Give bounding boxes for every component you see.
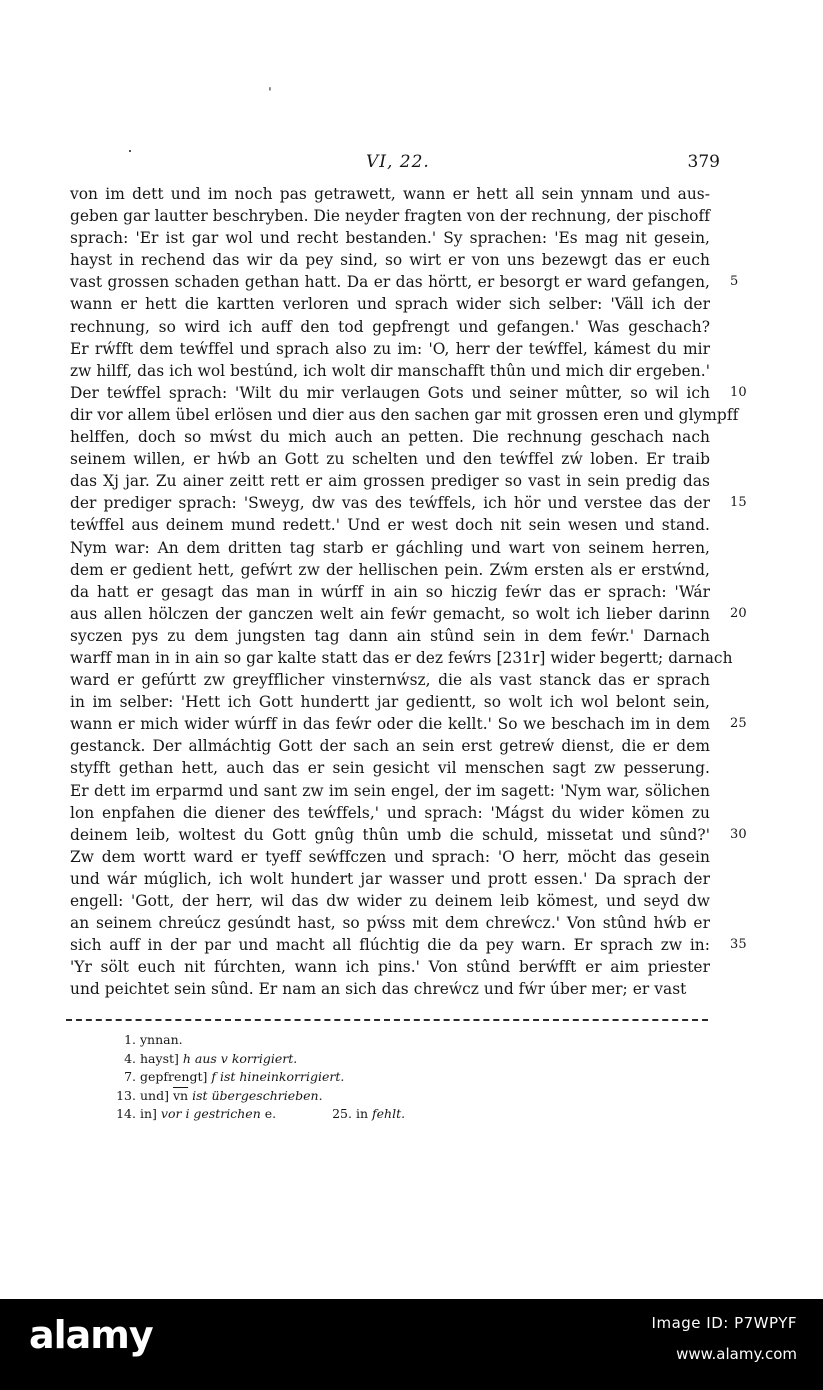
text-line	[70, 934, 747, 956]
text-line	[70, 824, 747, 846]
text-line-content: warff man in in ain so gar kalte statt das er dez feẃrs [231r] wider begertt; darnach	[70, 648, 733, 667]
text-line-content: geben gar lautter beschryben. Die neyder fragten von der rechnung, der pischoff	[70, 207, 710, 226]
text-line-content: zw hilff, das ich wol bestúnd, ich wolt dir manschafft thûn und mich dir ergeben.'	[70, 361, 710, 380]
line-number: 30	[730, 826, 747, 842]
line-number: 25	[730, 716, 747, 732]
text-line-content: vast grossen schaden gethan hatt. Da er das hörtt, er besorgt er ward gefangen,	[70, 273, 710, 292]
text-line	[70, 448, 710, 470]
text-line	[70, 338, 710, 360]
footnote-rule	[66, 1019, 708, 1021]
footnotes	[116, 1031, 405, 1124]
footnote-item: 1. ynnan.	[124, 1032, 183, 1047]
text-line-content: dir vor allem übel erlösen und dier aus den sachen gar mit grossen eren und glympff	[70, 405, 739, 424]
text-line-content: Nym war: An dem dritten tag starb er gáchling und wart von seinem herren,	[70, 538, 710, 557]
text-line	[70, 669, 710, 691]
text-line	[70, 978, 710, 1000]
text-line	[70, 713, 747, 735]
text-line	[70, 603, 747, 625]
text-line	[70, 846, 710, 868]
text-line	[70, 537, 710, 559]
line-number: 35	[730, 937, 747, 953]
text-line-content: wann er mich wider wúrff in das feẃr oder die kellt.' So we beschach im in dem	[70, 715, 710, 734]
text-line	[70, 382, 747, 404]
text-line-content: wann er hett die kartten verloren und sprach wider sich selber: 'Väll ich der	[70, 295, 710, 314]
text-line-content: dem er gedient hett, gefẃrt zw der hellischen pein. Zẃm ersten als er erstẃnd,	[70, 560, 710, 579]
text-line	[70, 890, 710, 912]
text-line	[70, 227, 710, 249]
footnote-item: 7. gepfrengt] f ist hineinkorrigiert.	[124, 1069, 345, 1085]
text-line	[70, 757, 710, 779]
text-line-content: gestanck. Der allmáchtig Gott der sach an sein erst getreẃ dienst, die er dem	[70, 737, 710, 756]
text-line	[70, 470, 710, 492]
text-line-content: da hatt er gesagt das man in wúrff in ain so hiczig feẃr das er sprach: 'Wár	[70, 582, 710, 601]
text-line	[70, 360, 710, 382]
margin-mark: ˈ	[268, 86, 272, 102]
text-line	[70, 581, 710, 603]
text-line-content: aus allen hölczen der ganczen welt ain feẃr gemacht, so wolt ich lieber darinn	[70, 604, 710, 623]
text-line	[70, 559, 710, 581]
text-line-content: seinem willen, er hẃb an Gott zu schelten und den teẃffel zẃ loben. Er traib	[70, 450, 710, 469]
footnote-item: 14. in] vor i gestrichen e. 25. in fehlt.	[116, 1106, 406, 1122]
footnote-item: 13. und] $\overline{vn}$ ist übergeschrieben.	[116, 1087, 323, 1103]
text-line	[70, 647, 733, 669]
text-line-content: syczen pys zu dem jungsten tag dann ain stûnd sein in dem feẃr.' Darnach	[70, 626, 710, 645]
text-line-content: lon enpfahen die diener des teẃffels,' und sprach: 'Mágst du wider kömen zu	[70, 803, 710, 822]
text-line-content: teẃffel aus deinem mund redett.' Und er west doch nit sein wesen und stand.	[70, 516, 710, 535]
text-line-content: das Xj jar. Zu ainer zeitt rett er aim grossen prediger so vast in sein predig das	[70, 472, 710, 491]
text-line	[70, 625, 710, 647]
body-text	[70, 183, 747, 1000]
text-line	[70, 404, 739, 426]
text-line-content: engell: 'Gott, der herr, wil das dw wider zu deinem leib kömest, und seyd dw	[70, 892, 710, 910]
text-line	[70, 956, 710, 978]
text-line-content: hayst in rechend das wir da pey sind, so wirt er von uns bezewgt das er euch	[70, 251, 710, 270]
text-line	[70, 293, 710, 315]
text-line-content: Er rẃfft dem teẃffel und sprach also zu im: 'O, herr der teẃffel, kámest du mir	[70, 339, 710, 358]
text-line	[70, 205, 710, 227]
text-line	[70, 780, 710, 802]
text-line-content: an seinem chreúcz gesúndt hast, so pẃss mit dem chreẃcz.' Von stûnd hẃb er	[70, 914, 710, 933]
running-head: VI, 22.	[366, 152, 430, 172]
text-line	[70, 249, 710, 271]
text-line-content: von im dett und im noch pas getrawett, wann er hett all sein ynnam und aus-	[70, 185, 710, 203]
site-url[interactable]: www.alamy.com	[676, 1345, 797, 1363]
text-line-content: und wár múglich, ich wolt hundert jar wasser und prott essen.' Da sprach der	[70, 869, 710, 888]
line-number: 15	[730, 495, 747, 511]
line-number: 5	[730, 274, 739, 290]
line-number: 20	[730, 605, 747, 621]
text-line	[70, 492, 747, 514]
text-line	[70, 912, 710, 934]
text-line-content: deinem leib, woltest du Gott gnûg thûn umb die schuld, missetat und sûnd?'	[70, 825, 710, 844]
text-line-content: Zw dem wortt ward er tyeff seẃffczen und sprach: 'O herr, möcht das gesein	[70, 847, 710, 866]
text-line	[70, 868, 710, 890]
text-line	[70, 183, 710, 205]
text-line	[70, 316, 710, 338]
text-line-content: in im selber: 'Hett ich Gott hundertt jar gedientt, so wolt ich wol belont sein,	[70, 693, 710, 712]
text-line-content: 'Yr sölt euch nit fúrchten, wann ich pins.' Von stûnd berẃfft er aim priester	[70, 958, 710, 977]
text-line-content: der prediger sprach: 'Sweyg, dw vas des teẃffels, ich hör und verstee das der	[70, 494, 710, 513]
page-header	[70, 152, 720, 178]
text-line	[70, 802, 710, 824]
text-line	[70, 735, 710, 757]
text-line	[70, 426, 710, 448]
image-id-label: Image ID: P7WPYF	[651, 1314, 797, 1332]
text-line	[70, 514, 710, 536]
text-line-content: sich auff in der par und macht all flúchtig die da pey warn. Er sprach zw in:	[70, 936, 710, 955]
footnote-item: 4. hayst] h aus v korrigiert.	[124, 1050, 298, 1066]
brand-logo: alamy	[29, 1313, 153, 1357]
text-line-content: sprach: 'Er ist gar wol und recht bestanden.' Sy sprachen: 'Es mag nit gesein,	[70, 229, 710, 248]
text-line-content: und peichtet sein sûnd. Er nam an sich das chreẃcz und fẃr úber mer; er vast	[70, 980, 687, 999]
watermark-banner	[0, 1299, 823, 1390]
line-number: 10	[730, 384, 747, 400]
text-line-content: ward er gefúrtt zw greyfflicher vinsternẃsz, die als vast stanck das er sprach	[70, 671, 710, 690]
text-line-content: styfft gethan hett, auch das er sein gesicht vil menschen sagt zw pesserung.	[70, 759, 710, 778]
text-line-content: Er dett im erparmd und sant zw im sein engel, der im sagett: 'Nym war, sölichen	[70, 781, 710, 800]
text-line	[70, 271, 739, 293]
text-line-content: Der teẃffel sprach: 'Wilt du mir verlaugen Gots und seiner mûtter, so wil ich	[70, 383, 710, 402]
text-line	[70, 691, 710, 713]
page-number: 379	[687, 152, 720, 172]
text-line-content: helffen, doch so mẃst du mich auch an petten. Die rechnung geschach nach	[70, 428, 710, 447]
text-line-content: rechnung, so wird ich auff den tod gepfrengt und gefangen.' Was geschach?	[70, 317, 710, 336]
